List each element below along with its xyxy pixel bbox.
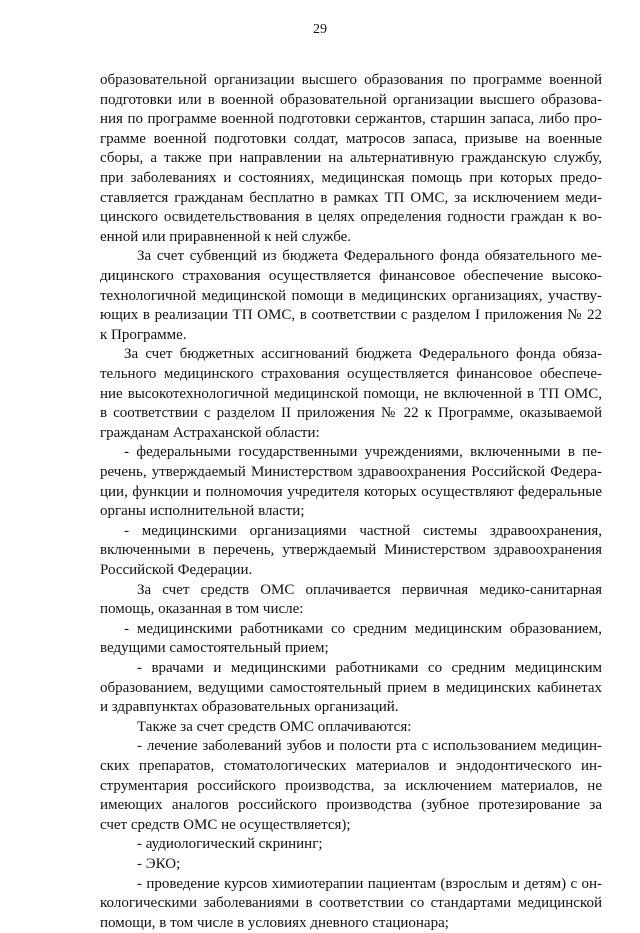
text-line: енной или приравненной к ней службе. bbox=[100, 228, 352, 245]
text-line: цинского освидетельствования в целях определения годности граждан к во- bbox=[100, 209, 602, 226]
text-line: ведущими самостоятельный прием; bbox=[100, 640, 329, 657]
text-line: сборы, а также при направлении на альтернативную гражданскую службу, bbox=[100, 150, 602, 167]
text-line: дицинского страхования осуществляется финансовое обеспечение высоко- bbox=[100, 268, 602, 284]
text-line: подготовки или в военной образовательной организации высшего образова- bbox=[100, 91, 602, 108]
text-line: грамме военной подготовки солдат, матросов запаса, призыве на военные bbox=[100, 130, 602, 147]
text-line: струментария российского производства, за исключением материалов, не bbox=[100, 777, 602, 794]
text-line: ния по программе военной подготовки сержантов, старшин запаса, либо про- bbox=[100, 111, 602, 128]
text-line: тельного медицинского страхования осуществляется финансовое обеспече- bbox=[100, 366, 602, 382]
text-line: ции, функции и полномочия учредителя которых осуществляют федеральные bbox=[100, 483, 602, 500]
text-line: ставляется гражданам бесплатно в рамках ТП ОМС, за исключением меди- bbox=[100, 189, 602, 206]
text-line: За счет субвенций из бюджета Федерального фонда обязательного ме- bbox=[137, 248, 602, 265]
text-line: при заболеваниях и состояниях, медицинская помощь при которых предо- bbox=[100, 170, 602, 186]
text-line: Российской Федерации. bbox=[100, 562, 253, 578]
text-line: - медицинскими организациями частной системы здравоохранения, bbox=[124, 522, 602, 539]
text-line: органы исполнительной власти; bbox=[100, 503, 305, 520]
text-line: помощь, оказанная в том числе: bbox=[100, 601, 304, 618]
text-line: - федеральными государственными учреждениями, включенными в пе- bbox=[124, 444, 602, 461]
text-line: Также за счет средств ОМС оплачиваются: bbox=[137, 718, 412, 735]
text-line: - ЭКО; bbox=[137, 856, 181, 872]
text-line: технологичной медицинской помощи в медицинских организациях, участву- bbox=[100, 287, 602, 304]
text-line: кологическими заболеваниями в соответствии со стандартами медицинской bbox=[100, 895, 602, 912]
text-line: помощи, в том числе в условиях дневного стационара; bbox=[100, 914, 449, 931]
text-line: - проведение курсов химиотерапии пациентам (взрослым и детям) с он- bbox=[137, 875, 602, 892]
text-line: ских препаратов, стоматологических материалов и эндодонтического ин- bbox=[100, 758, 602, 774]
text-line: ющих в реализации ТП ОМС, в соответствии с разделом I приложения № 22 bbox=[100, 307, 602, 324]
text-line: - медицинскими работниками со средним медицинским образованием, bbox=[124, 620, 602, 637]
text-line: - лечение заболеваний зубов и полости рта с использованием медицин- bbox=[137, 738, 602, 755]
text-line: ние высокотехнологичной медицинской помощи, не включенной в ТП ОМС, bbox=[100, 385, 602, 402]
text-line: - аудиологический скрининг; bbox=[137, 836, 323, 853]
text-line: образовательной организации высшего образования по программе военной bbox=[100, 72, 602, 88]
text-line: За счет средств ОМС оплачивается первичная медико-санитарная bbox=[137, 581, 602, 598]
text-line: речень, утверждаемый Министерством здравоохранения Российской Федера- bbox=[100, 464, 602, 480]
text-line: За счет бюджетных ассигнований бюджета Федерального фонда обяза- bbox=[124, 346, 602, 363]
text-line: к Программе. bbox=[100, 326, 187, 343]
text-line: включенными в перечень, утверждаемый Министерством здравоохранения bbox=[100, 542, 602, 559]
text-line: гражданам Астраханской области: bbox=[100, 424, 320, 441]
text-line: в соответствии с разделом II приложения № 22 к Программе, оказываемой bbox=[100, 405, 602, 422]
text-line: образованием, ведущими самостоятельный прием в медицинских кабинетах bbox=[100, 679, 602, 696]
text-line: счет средств ОМС не осуществляется); bbox=[100, 816, 351, 833]
text-line: - врачами и медицинскими работниками со средним медицинским bbox=[137, 660, 602, 676]
text-line: имеющих аналогов российского производства (зубное протезирование за bbox=[100, 797, 602, 814]
page-number: 29 bbox=[313, 22, 327, 37]
text-line: и здравпунктах образовательных организаций. bbox=[100, 699, 399, 716]
